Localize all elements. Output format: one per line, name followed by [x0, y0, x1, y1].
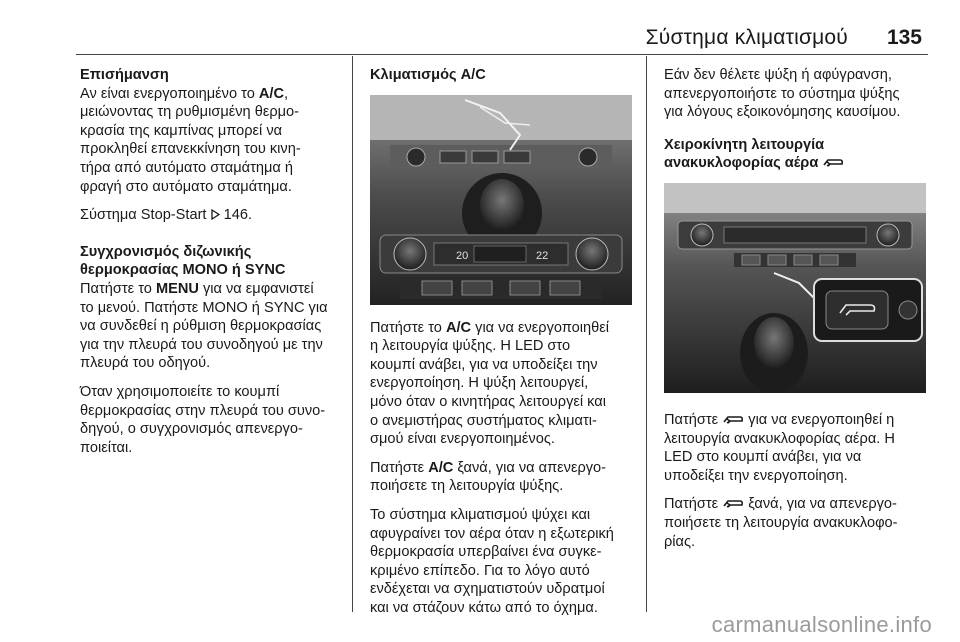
recirc-paragraph-1: Πατήστε για να ενεργοποιηθεί η λειτουργία ανακυκλοφορίας αέρα. Η LED στο κουμπί ανάβει, για να υποδείξει την ενεργοποίηση.	[664, 411, 895, 484]
fuel-saving-paragraph: Εάν δεν θέλετε ψύξη ή αφύγρανση, απενεργοποιήστε το σύστημα ψύξης για λόγους εξοικονόμησης καυσίμου.	[664, 67, 901, 121]
note-line-5: τήρα από αυτόματο σταμάτημα ή	[80, 159, 293, 176]
column-divider-1	[352, 56, 353, 612]
column-3	[664, 66, 928, 561]
ac-key-label-2: A/C	[445, 319, 472, 336]
panel-temp-left: 20	[456, 249, 469, 262]
ac-paragraph-2: Πατήστε A/C ξανά, για να απενεργο- ποιήσετε τη λειτουργία ψύξης.	[370, 459, 607, 495]
ac-paragraph-1: Πατήστε το A/C για να ενεργοποιηθεί η λειτουργία ψύξης. Η LED στο κουμπί ανάβει, για να υποδείξει την ενεργοποίηση. Η ψύξη λειτουργεί, μόνο όταν ο κινητήρας λειτουργεί και ο ανεμιστήρας συστήματος κλιματι- σμού είναι ενεργοποιημένος.	[370, 319, 609, 448]
column-1	[80, 66, 344, 467]
page-number: 135	[886, 26, 922, 49]
ac-key-label-3: A/C	[428, 459, 454, 476]
sync-heading-2: θερμοκρασίας MONO ή SYNC	[80, 262, 286, 279]
sync-heading-1: Συγχρονισμός διζωνικής	[80, 243, 252, 260]
ac-heading: Κλιματισμός A/C	[370, 67, 486, 83]
recirc-heading-2: ανακυκλοφορίας αέρα	[664, 154, 928, 173]
note-heading: Επισήμανση	[80, 67, 169, 83]
sync-paragraph-2: Όταν χρησιμοποιείτε το κουμπί θερμοκρασίας στην πλευρά του συνο- δηγού, ο συγχρονισμός απενεργο- ποιείται.	[80, 383, 326, 456]
ac-p1-line-1: Πατήστε το A/C για να ενεργοποιηθεί	[370, 319, 609, 336]
stopstart-ref: Σύστημα Stop-Start 146.	[80, 207, 253, 224]
note-line-3: κρασία της καμπίνας μπορεί να	[80, 122, 283, 139]
page-title: Σύστημα κλιματισμού	[645, 26, 848, 49]
note-box	[80, 66, 344, 196]
recirculation-icon	[822, 156, 844, 168]
recirculation-icon	[722, 413, 744, 425]
sync-p1-line-1: Πατήστε το MENU για να εμφανιστεί	[80, 280, 314, 297]
recirc-p2-line-1: Πατήστε ξανά, για να απενεργο-	[664, 496, 897, 513]
page-header	[0, 0, 960, 60]
sync-paragraph-1: Πατήστε το MENU για να εμφανιστεί το μενού. Πατήστε MONO ή SYNC για να συνδεθεί η ρύθμιση θερμοκρασίας για την πλευρά του συνοδηγού με την πλευρά του οδηγού.	[80, 280, 328, 372]
note-line-2: μειώνοντας τη ρυθμισμένη θερμο-	[80, 104, 300, 121]
panel-temp-right: 22	[536, 249, 549, 262]
recirc-heading-1: Χειροκίνητη λειτουργία	[664, 136, 825, 153]
recirculation-icon	[722, 497, 744, 509]
ac-paragraph-3: Το σύστημα κλιματισμού ψύχει και αφυγραίνει τον αέρα όταν η εξωτερική θερμοκρασία υπερβαίνει ένα συγκε- κριμένο επίπεδο. Για το λόγο αυτό ενδέχεται να σχηματιστούν υδρατμοί και να στάζουν κάτω από το όχημα.	[370, 506, 614, 616]
menu-key-label: MENU	[155, 280, 199, 297]
recirc-paragraph-2: Πατήστε ξανά, για να απενεργο- ποιήσετε τη λειτουργία ανακυκλοφο- ρίας.	[664, 496, 898, 550]
column-divider-2	[646, 56, 647, 612]
column-2	[370, 66, 638, 628]
header-rule	[76, 54, 928, 55]
watermark: carmanualsonline.info	[711, 612, 932, 637]
triangle-ref-icon	[211, 209, 220, 220]
ac-key-label: A/C	[258, 85, 285, 102]
note-line-4: προκληθεί επανεκκίνηση του κινη-	[80, 141, 301, 158]
ac-console-photo	[370, 95, 632, 305]
recirc-p1-line-1: Πατήστε για να ενεργοποιηθεί η	[664, 411, 895, 428]
note-line-1: Αν είναι ενεργοποιημένο το A/C,	[80, 85, 289, 102]
recirc-console-photo	[664, 183, 926, 393]
note-line-6: φραγή στο αυτόματο σταμάτημα.	[80, 178, 292, 195]
